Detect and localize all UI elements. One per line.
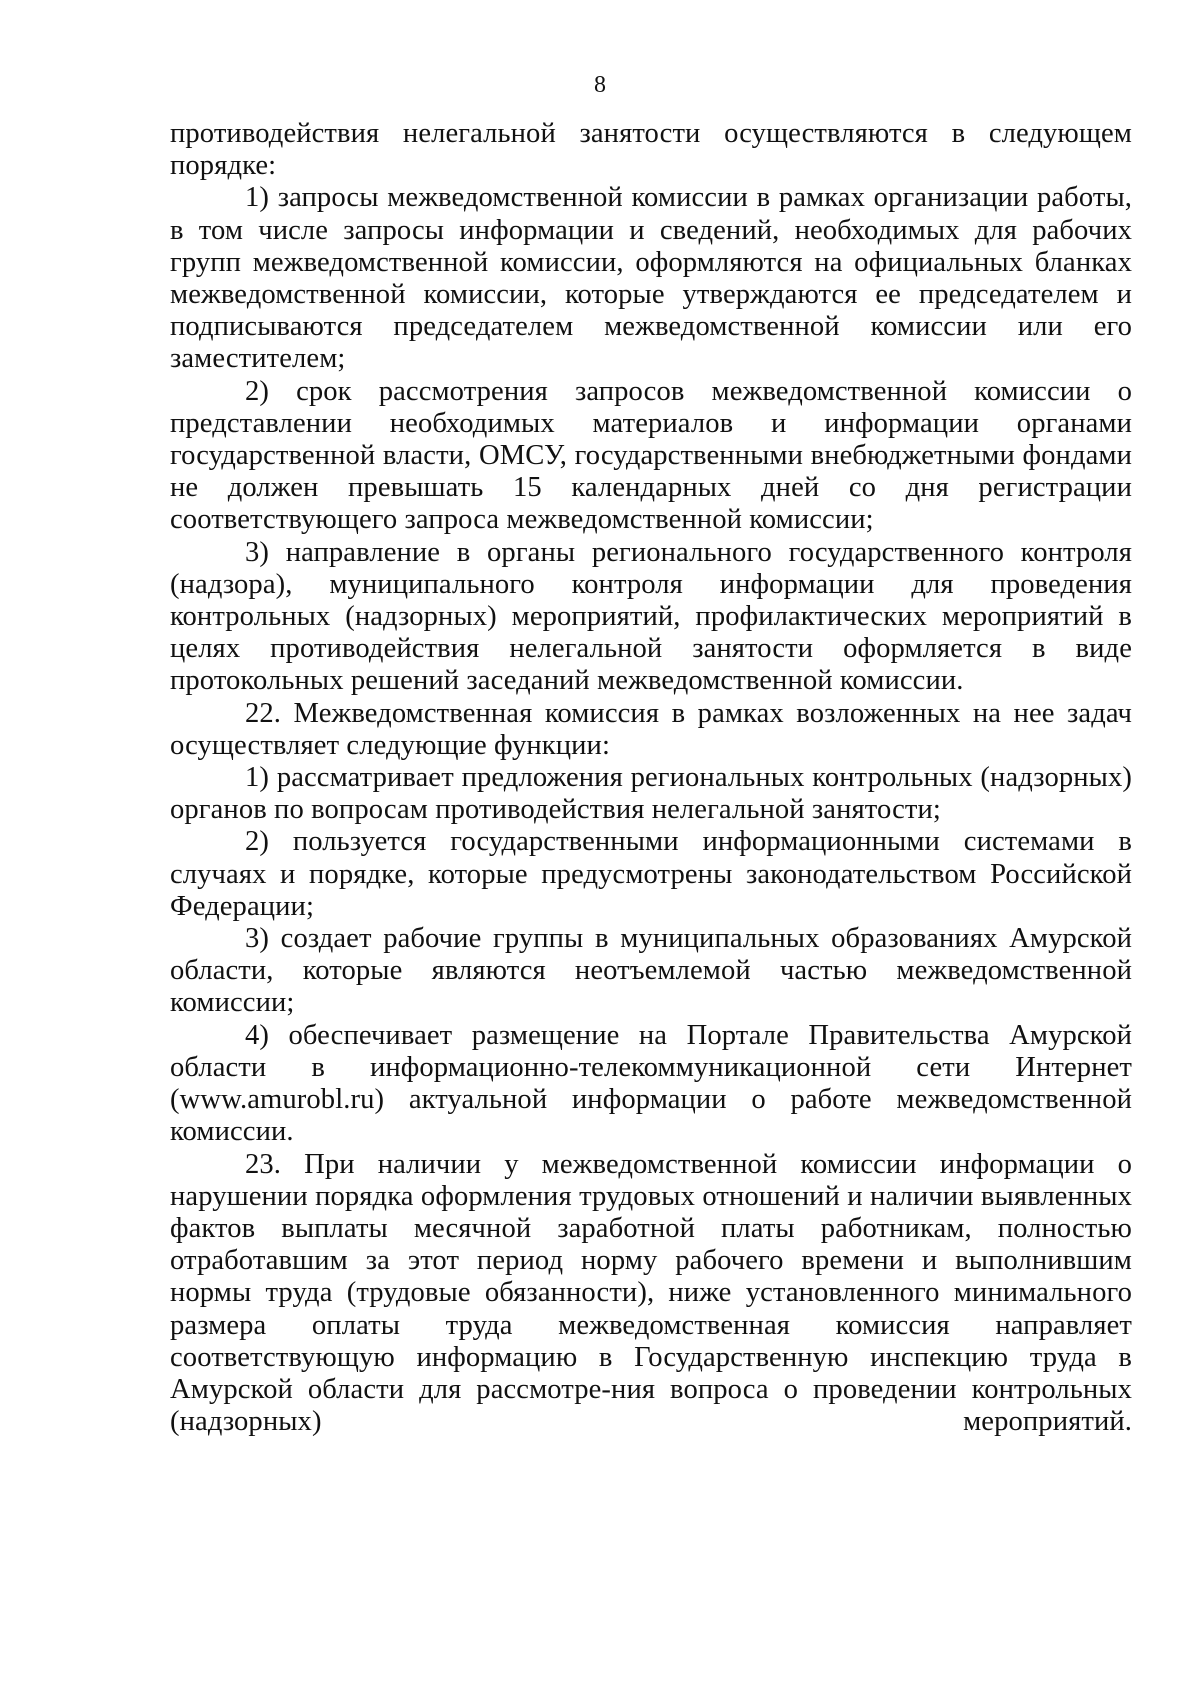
paragraph-continuation: противодействия нелегальной занятости осуществляются в следующем порядке: [170,118,1132,182]
paragraph-function-2: 2) пользуется государственными информационными системами в случаях и порядке, которые предусмотрены законодательством Российской Федерации; [170,826,1132,922]
paragraph-item-1: 1) запросы межведомственной комиссии в рамках организации работы, в том числе запросы информации и сведений, необходимых для рабочих групп межведомственной комиссии, оформляются на официальных бланках межведомственной комиссии, которые утверждаются ее председателем и подписываются председателем межведомственной комиссии или его заместителем; [170,182,1132,375]
paragraph-function-1: 1) рассматривает предложения региональных контрольных (надзорных) органов по вопросам противодействия нелегальной занятости; [170,762,1132,826]
paragraph-item-2: 2) срок рассмотрения запросов межведомственной комиссии о представлении необходимых материалов и информации органами государственной власти, ОМСУ, государственными внебюджетными фондами не должен превышать 15 календарных дней со дня регистрации соответствующего запроса межведомственной комиссии; [170,375,1132,536]
paragraph-item-3: 3) направление в органы регионального государственного контроля (надзора), муниципального контроля информации для проведения контрольных (надзорных) мероприятий, профилактических мероприятий в целях противодействия нелегальной занятости оформляется в виде протокольных решений заседаний межведомственной комиссии. [170,536,1132,697]
page-number: 8 [594,72,606,98]
paragraph-section-23: 23. При наличии у межведомственной комиссии информации о нарушении порядка оформления трудовых отношений и наличии выявленных фактов выплаты месячной заработной платы работникам, полностью отработавшим за этот период норму рабочего времени и выполнившим нормы труда (трудовые обязанности), ниже установленного минимального размера оплаты труда межведомственная комиссия направляет соответствующую информацию в Государственную инспекцию труда в Амурской области для рассмотре-ния вопроса о проведении контрольных (надзорных) мероприятий. [170,1148,1132,1438]
paragraph-function-4: 4) обеспечивает размещение на Портале Правительства Амурской области в информационно-телекоммуникационной сети Интернет (www.amurobl.ru) актуальной информации о работе межведомственной комиссии. [170,1019,1132,1148]
paragraph-function-3: 3) создает рабочие группы в муниципальных образованиях Амурской области, которые являются неотъемлемой частью межведомственной комиссии; [170,923,1132,1019]
paragraph-section-22: 22. Межведомственная комиссия в рамках возложенных на нее задач осуществляет следующие функции: [170,697,1132,761]
document-body [170,118,1132,1438]
